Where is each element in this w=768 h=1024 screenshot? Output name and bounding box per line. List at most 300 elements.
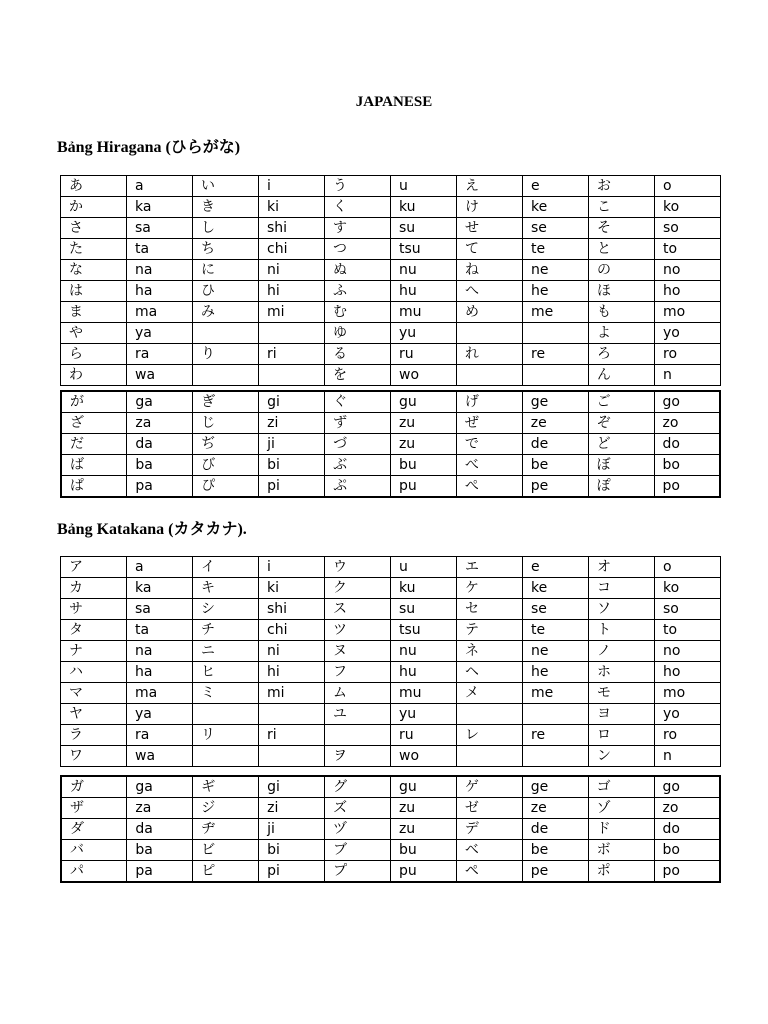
- romaji-cell: gi: [259, 776, 325, 798]
- kana-cell: ス: [325, 599, 391, 620]
- table-row: [61, 599, 721, 620]
- table-row: [61, 413, 720, 434]
- kana-cell: ユ: [325, 704, 391, 725]
- kana-cell: ニ: [193, 641, 259, 662]
- table-row: [61, 476, 720, 498]
- romaji-cell: ma: [127, 302, 193, 323]
- romaji-cell: bo: [654, 455, 720, 476]
- romaji-cell: wo: [391, 746, 457, 767]
- kana-cell: ず: [325, 413, 391, 434]
- kana-cell: オ: [589, 557, 655, 578]
- kana-cell: ぬ: [325, 260, 391, 281]
- romaji-cell: de: [522, 434, 588, 455]
- kana-cell: る: [325, 344, 391, 365]
- kana-cell: を: [325, 365, 391, 386]
- kana-cell: す: [325, 218, 391, 239]
- kana-cell: み: [193, 302, 259, 323]
- romaji-cell: mo: [655, 683, 721, 704]
- kana-cell: ハ: [61, 662, 127, 683]
- kana-cell: ロ: [589, 725, 655, 746]
- romaji-cell: re: [523, 344, 589, 365]
- kana-cell: ノ: [589, 641, 655, 662]
- romaji-cell: pu: [390, 476, 456, 498]
- kana-cell: ん: [589, 365, 655, 386]
- romaji-cell: [259, 746, 325, 767]
- romaji-cell: mo: [655, 302, 721, 323]
- romaji-cell: ma: [127, 683, 193, 704]
- romaji-cell: sa: [127, 218, 193, 239]
- romaji-cell: na: [127, 641, 193, 662]
- romaji-cell: bi: [259, 840, 325, 861]
- romaji-cell: ji: [259, 819, 325, 840]
- romaji-cell: sa: [127, 599, 193, 620]
- romaji-cell: zu: [390, 434, 456, 455]
- romaji-cell: yo: [655, 704, 721, 725]
- romaji-cell: ze: [522, 798, 588, 819]
- kana-cell: ン: [589, 746, 655, 767]
- kana-cell: と: [589, 239, 655, 260]
- table-row: [61, 819, 720, 840]
- kana-cell: じ: [193, 413, 259, 434]
- kana-cell: ぷ: [325, 476, 391, 498]
- romaji-cell: ya: [127, 323, 193, 344]
- kana-cell: メ: [457, 683, 523, 704]
- romaji-cell: ta: [127, 620, 193, 641]
- kana-cell: モ: [589, 683, 655, 704]
- romaji-cell: ge: [522, 776, 588, 798]
- romaji-cell: o: [655, 176, 721, 197]
- kana-cell: ホ: [589, 662, 655, 683]
- kana-cell: ボ: [588, 840, 654, 861]
- kana-cell: ゴ: [588, 776, 654, 798]
- kana-cell: で: [456, 434, 522, 455]
- kana-cell: ぎ: [193, 391, 259, 413]
- kana-cell: ま: [61, 302, 127, 323]
- romaji-cell: te: [523, 620, 589, 641]
- kana-cell: キ: [193, 578, 259, 599]
- romaji-cell: ge: [522, 391, 588, 413]
- kana-cell: て: [457, 239, 523, 260]
- romaji-cell: na: [127, 260, 193, 281]
- kana-cell: も: [589, 302, 655, 323]
- kana-cell: ヲ: [325, 746, 391, 767]
- kana-cell: に: [193, 260, 259, 281]
- kana-cell: ジ: [193, 798, 259, 819]
- romaji-cell: ku: [391, 197, 457, 218]
- romaji-cell: [523, 746, 589, 767]
- kana-cell: ヨ: [589, 704, 655, 725]
- romaji-cell: ru: [391, 725, 457, 746]
- kana-cell: せ: [457, 218, 523, 239]
- romaji-cell: ri: [259, 725, 325, 746]
- table-row: [61, 391, 720, 413]
- romaji-cell: n: [655, 746, 721, 767]
- table-row: [61, 662, 721, 683]
- romaji-cell: pe: [522, 861, 588, 883]
- romaji-cell: bi: [259, 455, 325, 476]
- kana-cell: ぐ: [325, 391, 391, 413]
- romaji-cell: tsu: [391, 620, 457, 641]
- romaji-cell: po: [654, 861, 720, 883]
- table-row: [61, 260, 721, 281]
- romaji-cell: u: [391, 557, 457, 578]
- romaji-cell: e: [523, 176, 589, 197]
- romaji-cell: go: [654, 776, 720, 798]
- romaji-cell: n: [655, 365, 721, 386]
- kana-cell: イ: [193, 557, 259, 578]
- romaji-cell: ko: [655, 197, 721, 218]
- kana-cell: ヒ: [193, 662, 259, 683]
- kana-cell: ベ: [456, 840, 522, 861]
- kana-cell: チ: [193, 620, 259, 641]
- romaji-cell: mi: [259, 302, 325, 323]
- kana-cell: ピ: [193, 861, 259, 883]
- romaji-cell: ha: [127, 281, 193, 302]
- romaji-cell: hu: [391, 281, 457, 302]
- kana-cell: ズ: [325, 798, 391, 819]
- kana-cell: [457, 323, 523, 344]
- romaji-cell: ka: [127, 578, 193, 599]
- kana-cell: ヂ: [193, 819, 259, 840]
- romaji-cell: zo: [654, 413, 720, 434]
- kana-cell: け: [457, 197, 523, 218]
- kana-cell: か: [61, 197, 127, 218]
- kana-cell: ワ: [61, 746, 127, 767]
- romaji-cell: so: [655, 218, 721, 239]
- romaji-cell: zi: [259, 798, 325, 819]
- hiragana-heading: Bảng Hiragana (ひらがな): [57, 139, 241, 156]
- romaji-cell: bu: [390, 455, 456, 476]
- kana-cell: ザ: [61, 798, 127, 819]
- romaji-cell: re: [523, 725, 589, 746]
- romaji-cell: he: [523, 281, 589, 302]
- romaji-cell: no: [655, 641, 721, 662]
- table-row: [61, 434, 720, 455]
- kana-cell: ど: [588, 434, 654, 455]
- romaji-cell: ji: [259, 434, 325, 455]
- kana-cell: ぱ: [61, 476, 127, 498]
- romaji-cell: ne: [523, 260, 589, 281]
- table-row: [61, 683, 721, 704]
- kana-cell: ペ: [456, 861, 522, 883]
- romaji-cell: ba: [127, 455, 193, 476]
- kana-cell: ツ: [325, 620, 391, 641]
- kana-cell: び: [193, 455, 259, 476]
- romaji-cell: ni: [259, 260, 325, 281]
- romaji-cell: ho: [655, 281, 721, 302]
- romaji-cell: ro: [655, 344, 721, 365]
- kana-cell: マ: [61, 683, 127, 704]
- romaji-cell: de: [522, 819, 588, 840]
- kana-cell: ヤ: [61, 704, 127, 725]
- kana-cell: ビ: [193, 840, 259, 861]
- kana-cell: ネ: [457, 641, 523, 662]
- kana-cell: あ: [61, 176, 127, 197]
- kana-cell: よ: [589, 323, 655, 344]
- kana-cell: [193, 323, 259, 344]
- romaji-cell: ha: [127, 662, 193, 683]
- romaji-cell: chi: [259, 239, 325, 260]
- romaji-cell: mu: [391, 302, 457, 323]
- kana-cell: [457, 704, 523, 725]
- kana-cell: つ: [325, 239, 391, 260]
- kana-cell: コ: [589, 578, 655, 599]
- table-row: [61, 218, 721, 239]
- kana-cell: プ: [325, 861, 391, 883]
- kana-cell: ご: [588, 391, 654, 413]
- kana-cell: れ: [457, 344, 523, 365]
- romaji-cell: pu: [390, 861, 456, 883]
- romaji-cell: u: [391, 176, 457, 197]
- romaji-cell: ka: [127, 197, 193, 218]
- romaji-cell: be: [522, 455, 588, 476]
- romaji-cell: ho: [655, 662, 721, 683]
- romaji-cell: zo: [654, 798, 720, 819]
- kana-cell: カ: [61, 578, 127, 599]
- kana-cell: づ: [325, 434, 391, 455]
- kana-cell: [325, 725, 391, 746]
- romaji-cell: te: [523, 239, 589, 260]
- romaji-cell: [523, 704, 589, 725]
- romaji-cell: ga: [127, 776, 193, 798]
- table-row: [61, 798, 720, 819]
- kana-cell: ヅ: [325, 819, 391, 840]
- romaji-cell: wa: [127, 746, 193, 767]
- kana-cell: ポ: [588, 861, 654, 883]
- romaji-cell: su: [391, 599, 457, 620]
- kana-cell: シ: [193, 599, 259, 620]
- romaji-cell: pe: [522, 476, 588, 498]
- romaji-cell: wa: [127, 365, 193, 386]
- romaji-cell: yu: [391, 704, 457, 725]
- kana-cell: ほ: [589, 281, 655, 302]
- kana-cell: へ: [457, 281, 523, 302]
- document-title: JAPANESE: [355, 94, 433, 110]
- kana-cell: さ: [61, 218, 127, 239]
- kana-cell: ト: [589, 620, 655, 641]
- kana-cell: げ: [456, 391, 522, 413]
- romaji-cell: mu: [391, 683, 457, 704]
- romaji-cell: zu: [390, 798, 456, 819]
- romaji-cell: ko: [655, 578, 721, 599]
- kana-cell: ぼ: [588, 455, 654, 476]
- romaji-cell: hu: [391, 662, 457, 683]
- romaji-cell: za: [127, 798, 193, 819]
- romaji-cell: me: [523, 683, 589, 704]
- romaji-cell: za: [127, 413, 193, 434]
- romaji-cell: tsu: [391, 239, 457, 260]
- kana-cell: ラ: [61, 725, 127, 746]
- kana-cell: ダ: [61, 819, 127, 840]
- kana-cell: ぶ: [325, 455, 391, 476]
- romaji-cell: ga: [127, 391, 193, 413]
- kana-cell: [193, 746, 259, 767]
- kana-cell: ざ: [61, 413, 127, 434]
- table-row: [61, 302, 721, 323]
- table-row: [61, 455, 720, 476]
- kana-cell: め: [457, 302, 523, 323]
- kana-cell: ガ: [61, 776, 127, 798]
- katakana-heading: Bảng Katakana (カタカナ).: [57, 521, 247, 538]
- kana-cell: ソ: [589, 599, 655, 620]
- table-row: [61, 704, 721, 725]
- romaji-cell: zu: [390, 413, 456, 434]
- table-row: [61, 725, 721, 746]
- kana-cell: ム: [325, 683, 391, 704]
- romaji-cell: [259, 365, 325, 386]
- romaji-cell: no: [655, 260, 721, 281]
- kana-cell: ら: [61, 344, 127, 365]
- kana-cell: ぢ: [193, 434, 259, 455]
- romaji-cell: gu: [390, 776, 456, 798]
- romaji-cell: nu: [391, 260, 457, 281]
- kana-cell: レ: [457, 725, 523, 746]
- romaji-cell: gi: [259, 391, 325, 413]
- kana-cell: い: [193, 176, 259, 197]
- romaji-cell: [523, 365, 589, 386]
- table-row: [61, 840, 720, 861]
- hiragana-voiced-table: [60, 390, 721, 498]
- romaji-cell: pi: [259, 861, 325, 883]
- kana-cell: ぜ: [456, 413, 522, 434]
- kana-cell: ゾ: [588, 798, 654, 819]
- kana-cell: そ: [589, 218, 655, 239]
- romaji-cell: ra: [127, 344, 193, 365]
- kana-cell: や: [61, 323, 127, 344]
- kana-cell: し: [193, 218, 259, 239]
- romaji-cell: ta: [127, 239, 193, 260]
- romaji-cell: ke: [523, 578, 589, 599]
- romaji-cell: ki: [259, 197, 325, 218]
- romaji-cell: da: [127, 434, 193, 455]
- romaji-cell: ya: [127, 704, 193, 725]
- kana-cell: ウ: [325, 557, 391, 578]
- kana-cell: ク: [325, 578, 391, 599]
- kana-cell: だ: [61, 434, 127, 455]
- kana-cell: ぺ: [456, 476, 522, 498]
- romaji-cell: gu: [390, 391, 456, 413]
- table-row: [61, 578, 721, 599]
- kana-cell: サ: [61, 599, 127, 620]
- kana-cell: の: [589, 260, 655, 281]
- romaji-cell: i: [259, 176, 325, 197]
- table-row: [61, 641, 721, 662]
- romaji-cell: ro: [655, 725, 721, 746]
- romaji-cell: nu: [391, 641, 457, 662]
- romaji-cell: ni: [259, 641, 325, 662]
- romaji-cell: ne: [523, 641, 589, 662]
- table-row: [61, 197, 721, 218]
- romaji-cell: ba: [127, 840, 193, 861]
- romaji-cell: pa: [127, 861, 193, 883]
- kana-cell: ヌ: [325, 641, 391, 662]
- kana-cell: な: [61, 260, 127, 281]
- kana-cell: ア: [61, 557, 127, 578]
- romaji-cell: wo: [391, 365, 457, 386]
- kana-cell: う: [325, 176, 391, 197]
- hiragana-basic-table: [60, 175, 721, 386]
- romaji-cell: ra: [127, 725, 193, 746]
- kana-cell: ぴ: [193, 476, 259, 498]
- kana-cell: え: [457, 176, 523, 197]
- romaji-cell: chi: [259, 620, 325, 641]
- kana-cell: ぞ: [588, 413, 654, 434]
- kana-cell: タ: [61, 620, 127, 641]
- kana-cell: は: [61, 281, 127, 302]
- kana-cell: ゆ: [325, 323, 391, 344]
- romaji-cell: to: [655, 620, 721, 641]
- romaji-cell: yo: [655, 323, 721, 344]
- kana-cell: ね: [457, 260, 523, 281]
- table-row: [61, 776, 720, 798]
- romaji-cell: i: [259, 557, 325, 578]
- table-row: [61, 176, 721, 197]
- kana-cell: こ: [589, 197, 655, 218]
- kana-cell: グ: [325, 776, 391, 798]
- kana-cell: リ: [193, 725, 259, 746]
- kana-cell: ブ: [325, 840, 391, 861]
- kana-cell: ふ: [325, 281, 391, 302]
- kana-cell: [457, 365, 523, 386]
- kana-cell: ろ: [589, 344, 655, 365]
- kana-cell: ギ: [193, 776, 259, 798]
- kana-cell: セ: [457, 599, 523, 620]
- romaji-cell: hi: [259, 662, 325, 683]
- kana-cell: テ: [457, 620, 523, 641]
- romaji-cell: po: [654, 476, 720, 498]
- romaji-cell: he: [523, 662, 589, 683]
- kana-cell: り: [193, 344, 259, 365]
- romaji-cell: do: [654, 434, 720, 455]
- romaji-cell: so: [655, 599, 721, 620]
- romaji-cell: bu: [390, 840, 456, 861]
- kana-cell: ぽ: [588, 476, 654, 498]
- romaji-cell: pi: [259, 476, 325, 498]
- romaji-cell: se: [523, 599, 589, 620]
- romaji-cell: e: [523, 557, 589, 578]
- romaji-cell: do: [654, 819, 720, 840]
- kana-cell: デ: [456, 819, 522, 840]
- romaji-cell: ri: [259, 344, 325, 365]
- kana-cell: ド: [588, 819, 654, 840]
- romaji-cell: shi: [259, 599, 325, 620]
- romaji-cell: be: [522, 840, 588, 861]
- romaji-cell: [259, 323, 325, 344]
- romaji-cell: go: [654, 391, 720, 413]
- kana-cell: ゼ: [456, 798, 522, 819]
- kana-cell: わ: [61, 365, 127, 386]
- kana-cell: ミ: [193, 683, 259, 704]
- kana-cell: ば: [61, 455, 127, 476]
- kana-cell: む: [325, 302, 391, 323]
- romaji-cell: [259, 704, 325, 725]
- kana-cell: フ: [325, 662, 391, 683]
- romaji-cell: da: [127, 819, 193, 840]
- romaji-cell: o: [655, 557, 721, 578]
- romaji-cell: yu: [391, 323, 457, 344]
- table-row: [61, 239, 721, 260]
- kana-cell: く: [325, 197, 391, 218]
- table-row: [61, 281, 721, 302]
- kana-cell: ひ: [193, 281, 259, 302]
- kana-cell: ヘ: [457, 662, 523, 683]
- kana-cell: た: [61, 239, 127, 260]
- romaji-cell: ku: [391, 578, 457, 599]
- romaji-cell: zu: [390, 819, 456, 840]
- kana-cell: [193, 704, 259, 725]
- kana-cell: が: [61, 391, 127, 413]
- romaji-cell: se: [523, 218, 589, 239]
